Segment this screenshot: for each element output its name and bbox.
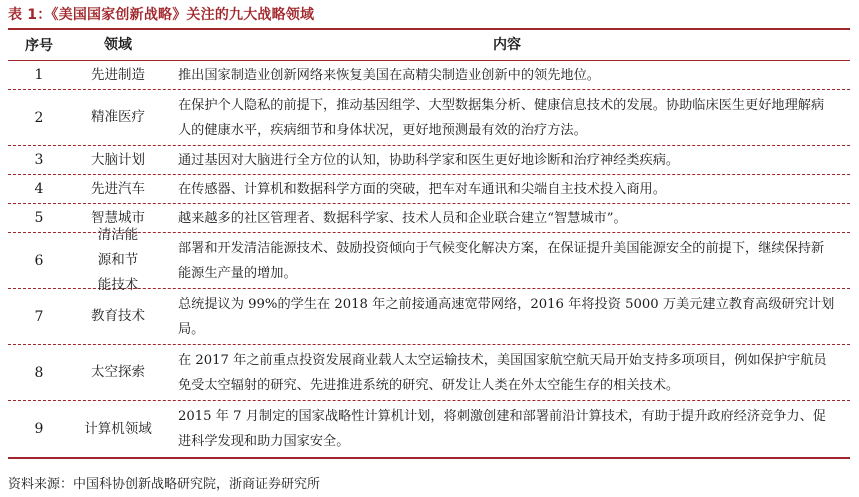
table-row — [8, 90, 850, 146]
row-field: 清洁能源和节能技术 — [97, 227, 139, 293]
row-no: 8 — [34, 364, 44, 381]
table-row — [8, 61, 850, 90]
header-field: 领域 — [104, 36, 132, 53]
row-field: 太空探索 — [91, 364, 145, 380]
row-content: 总统提议为 99%的学生在 2018 年之前接通高速宽带网络，2016 年将投资 5000 万美元建立教育高级研究计划局。 — [178, 296, 835, 337]
row-no: 9 — [34, 421, 44, 437]
row-field: 精准医疗 — [91, 109, 145, 125]
table-row — [8, 401, 850, 457]
row-no: 2 — [34, 109, 44, 126]
table-row — [8, 345, 850, 401]
row-no: 4 — [34, 181, 44, 197]
row-field: 先进制造 — [91, 66, 145, 83]
strategy-table — [8, 28, 850, 459]
table-row — [8, 227, 850, 293]
table-header — [8, 30, 850, 61]
row-content: 部署和开发清洁能源技术、鼓励投资倾向于气候变化解决方案，在保证提升美国能源安全的前提下，继续保持新能源生产量的增加。 — [178, 240, 825, 281]
row-no: 6 — [34, 252, 44, 269]
row-no: 7 — [34, 308, 44, 325]
table-row — [8, 146, 850, 175]
row-field: 大脑计划 — [91, 151, 145, 168]
header-no: 序号 — [25, 38, 53, 54]
row-content: 推出国家制造业创新网络来恢复美国在高精尖制造业创新中的领先地位。 — [178, 67, 600, 83]
source-note: 资料来源：中国科协创新战略研究院，浙商证券研究所 — [8, 477, 321, 492]
table-title: 表 1：《美国国家创新战略》关注的九大战略领域 — [8, 7, 315, 23]
row-no: 1 — [34, 67, 44, 83]
row-field: 智慧城市 — [91, 209, 145, 226]
row-content: 2015 年 7 月制定的国家战略性计算机计划，将刺激创建和部署前沿计算技术，有助于提升政府经济竞争力、促进科学发现和助力国家安全。 — [178, 409, 826, 449]
row-content: 通过基因对大脑进行全方位的认知，协助科学家和医生更好地诊断和治疗神经类疾病。 — [178, 152, 680, 168]
header-content: 内容 — [493, 36, 521, 53]
row-no: 5 — [34, 210, 44, 226]
row-no: 3 — [34, 152, 44, 168]
row-field: 先进汽车 — [91, 180, 145, 197]
row-field: 教育技术 — [91, 308, 145, 324]
row-content: 在保护个人隐私的前提下，推动基因组学、大型数据集分析、健康信息技术的发展。协助临床医生更好地理解病人的健康水平，疾病细节和身体状况，更好地预测最有效的治疗方法。 — [178, 97, 825, 138]
row-content: 在传感器、计算机和数据科学方面的突破，把车对车通讯和尖端自主技术投入商用。 — [178, 181, 666, 197]
row-field: 计算机领域 — [84, 420, 152, 437]
table-row — [8, 175, 850, 204]
row-content: 越来越多的社区管理者、数据科学家、技术人员和企业联合建立“智慧城市”。 — [178, 210, 627, 226]
row-content: 在 2017 年之前重点投资发展商业载人太空运输技术，美国国家航空航天局开始支持多项项目，例如保护宇航员免受太空辐射的研究、先进推进系统的研究、研发让人类在外太空能生存的相关技术。 — [178, 352, 827, 393]
